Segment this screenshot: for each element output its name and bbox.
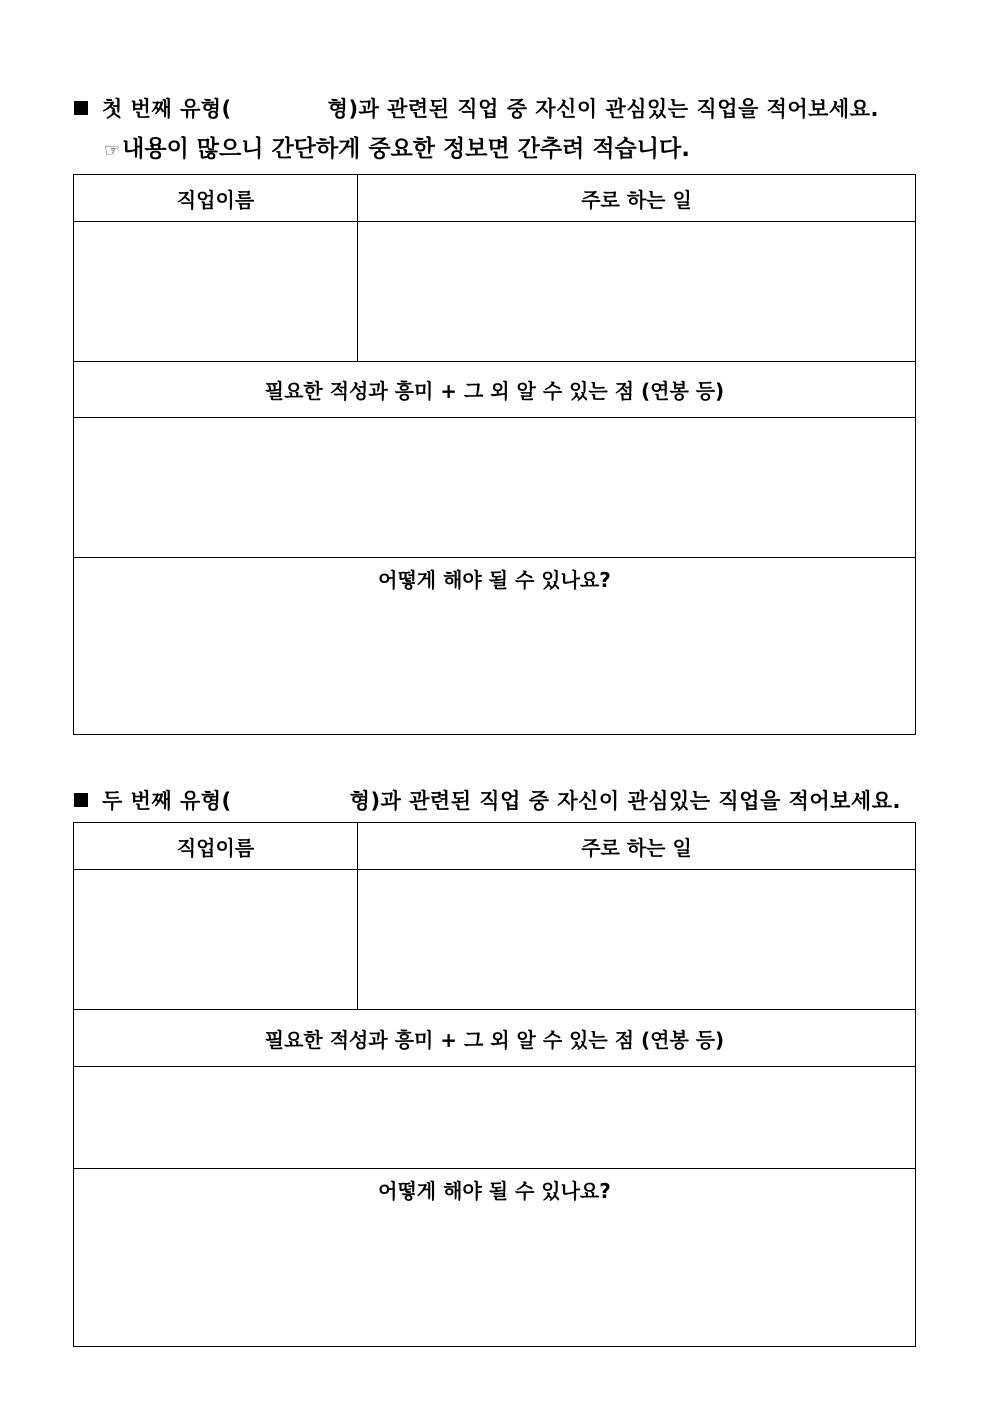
- how-to-become-header: 어떻게 해야 될 수 있나요?: [378, 568, 611, 592]
- section2-heading-suffix: 형)과 관련된 직업 중 자신이 관심있는 직업을 적어보세요.: [349, 789, 901, 813]
- section1-note-text: 내용이 많으니 간단하게 중요한 정보면 간추려 적습니다.: [122, 136, 690, 162]
- section2-heading: [74, 785, 901, 815]
- how-to-become-cell[interactable]: [74, 1169, 916, 1347]
- main-work-header: 주로 하는 일: [358, 175, 916, 222]
- section1-heading: [74, 93, 879, 123]
- aptitude-header: 필요한 적성과 흥미 + 그 외 알 수 있는 점 (연봉 등): [74, 1010, 916, 1067]
- job-name-cell[interactable]: [74, 870, 358, 1010]
- pointing-hand-icon: ☞: [104, 140, 121, 161]
- job-name-header: 직업이름: [74, 823, 358, 870]
- section1-heading-prefix: 첫 번째 유형(: [102, 97, 232, 121]
- square-bullet-icon: [74, 101, 88, 115]
- section1-heading-suffix: 형)과 관련된 직업 중 자신이 관심있는 직업을 적어보세요.: [327, 97, 879, 121]
- square-bullet-icon: [74, 793, 88, 807]
- section2-table: [73, 822, 916, 1347]
- main-work-header: 주로 하는 일: [358, 823, 916, 870]
- section1-table: [73, 174, 916, 735]
- job-name-header: 직업이름: [74, 175, 358, 222]
- aptitude-header: 필요한 적성과 흥미 + 그 외 알 수 있는 점 (연봉 등): [74, 362, 916, 418]
- aptitude-cell[interactable]: [74, 1067, 916, 1169]
- section1-note: [104, 130, 690, 163]
- how-to-become-cell[interactable]: [74, 558, 916, 735]
- section2-heading-prefix: 두 번째 유형(: [102, 789, 232, 813]
- how-to-become-header: 어떻게 해야 될 수 있나요?: [378, 1179, 611, 1203]
- job-name-cell[interactable]: [74, 222, 358, 362]
- aptitude-cell[interactable]: [74, 418, 916, 558]
- main-work-cell[interactable]: [358, 870, 916, 1010]
- main-work-cell[interactable]: [358, 222, 916, 362]
